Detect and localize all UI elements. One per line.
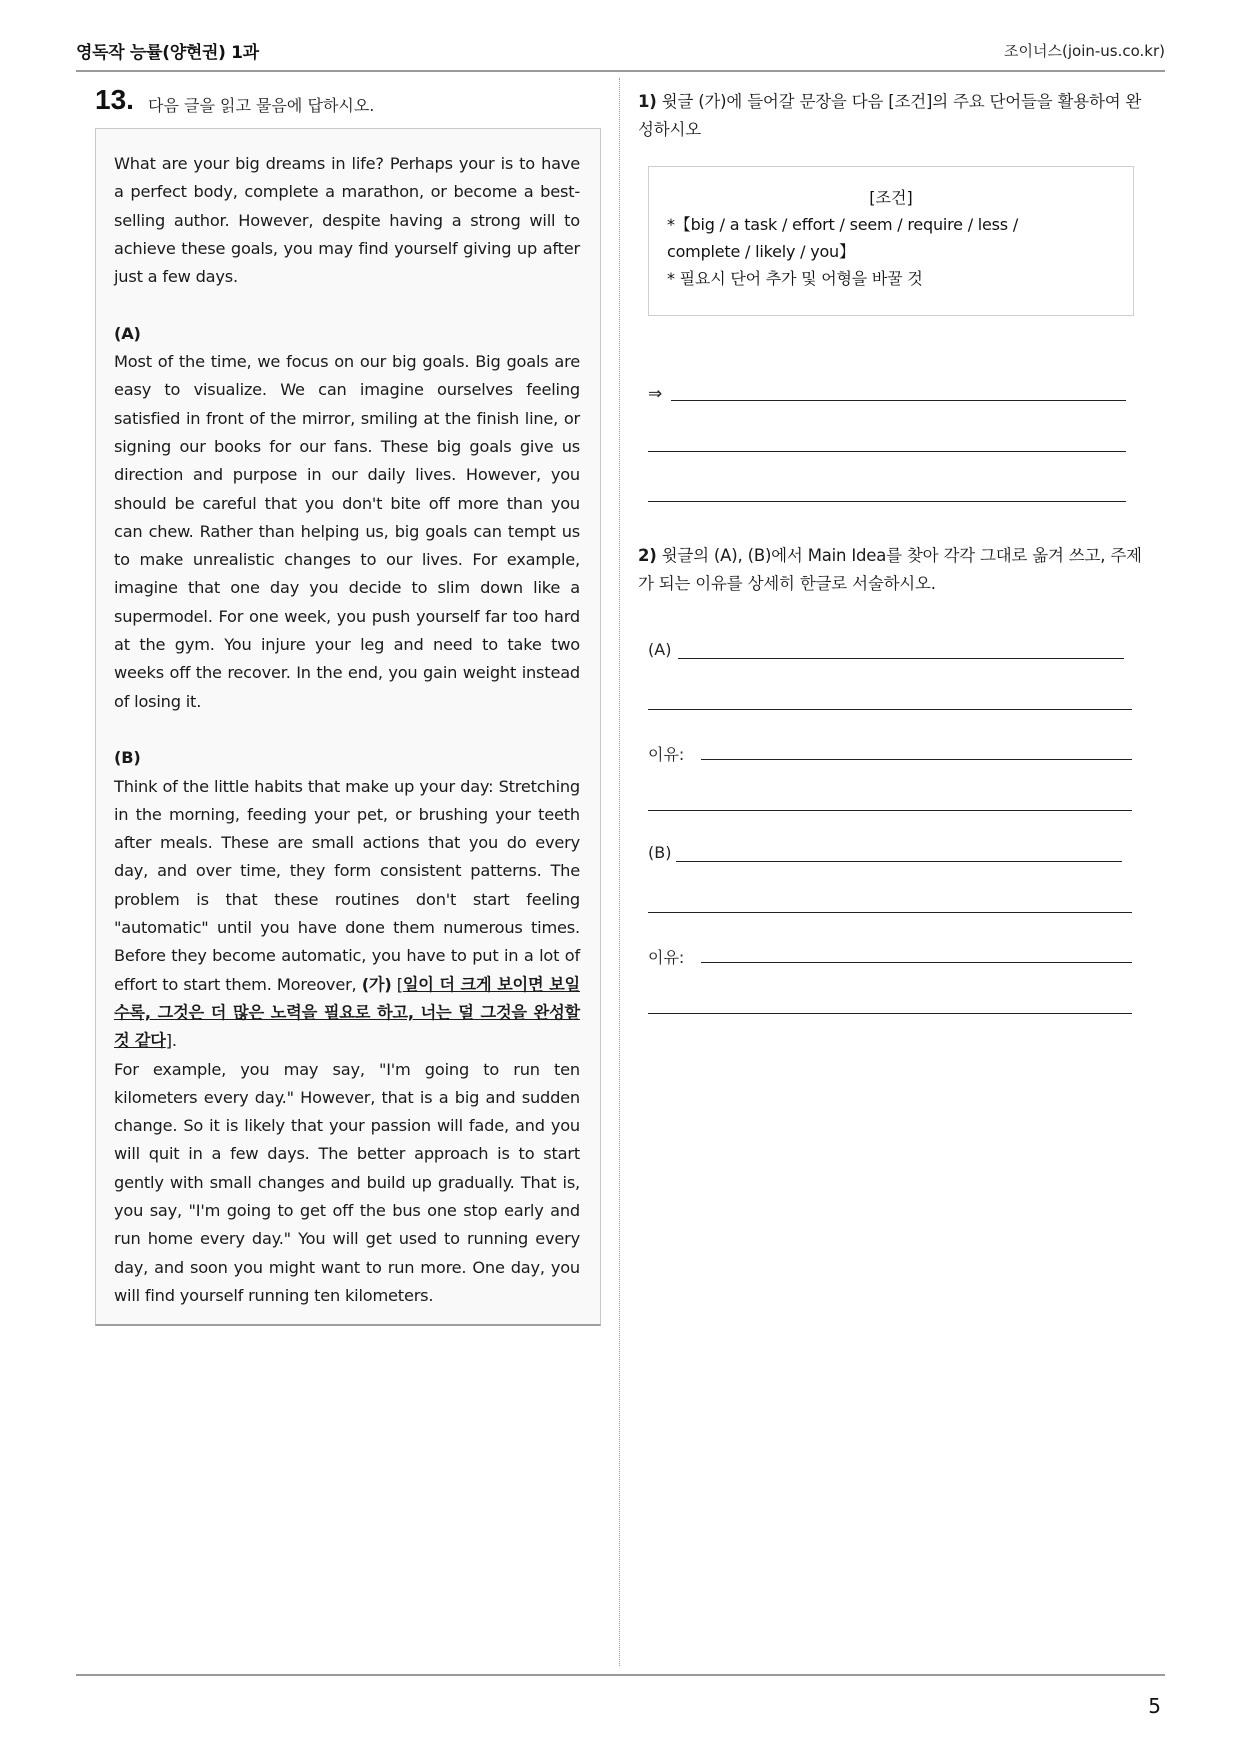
answer-line-a-cont[interactable] [648,709,1132,710]
section-b-label: (B) [114,748,141,768]
section-b-text-after: For example, you may say, "I'm going to run ten kilometers every day." However, that is a big and sudden change. So it is likely that your passion will fade, and you will quit in a few days. The better approach is to start gently with small changes and build up gradually. That is, you say, "I'm going to get off the bus one stop early and run home every day." You will get used to running every day, and soon you might want to run more. One day, you will find yourself running ten kilometers. [114,1059,580,1305]
answer-line-a[interactable] [678,658,1124,659]
answer-line-reason-a-cont[interactable] [648,810,1132,811]
answer-line-b-cont[interactable] [648,912,1132,913]
conditions-box [648,166,1134,316]
reason-a-label: 이유: [648,745,685,764]
answer-line-reason-b[interactable] [701,962,1132,963]
arrow-icon: ⇒ [648,384,663,404]
conditions-words-line1: *【big / a task / effort / seem / require / less / [667,215,1019,234]
answer-line-reason-a[interactable] [701,759,1132,760]
header-divider [76,70,1165,72]
passage-intro: What are your big dreams in life? Perhaps your is to have a perfect body, complete a marathon, or become a best-selling author. However, despite having a strong will to achieve these goals, you may find yourself giving up after just a few days. [114,154,580,287]
answer-line-b[interactable] [676,861,1122,862]
reading-passage [95,128,601,1326]
sub-question-2-text: 윗글의 (A), (B)에서 Main Idea를 찾아 각각 그대로 옮겨 쓰고, 주제가 되는 이유를 상세히 한글로 서술하시오. [638,546,1142,593]
footer-divider [76,1674,1165,1676]
answer-line-1a[interactable] [671,400,1126,401]
column-divider [619,78,620,1666]
sub-question-2 [638,542,1148,598]
section-a-label: (A) [114,323,141,343]
sub-question-1-text: 윗글 (가)에 들어갈 문장을 다음 [조건]의 주요 단어들을 활용하여 완성하시오 [638,92,1142,139]
sub-question-2-number: 2) [638,546,657,565]
question-number: 13. [95,84,134,115]
conditions-words-line2: complete / likely / you】 [667,242,855,261]
answer-a-label: (A) [648,640,672,659]
reason-b-label: 이유: [648,948,685,967]
document-title: 영독작 능률(양현권) 1과 [76,43,259,63]
bracket-open: [ [391,974,403,994]
conditions-title: [조건] [869,188,913,207]
site-name: 조이너스(join-us.co.kr) [1004,42,1165,60]
bracket-close: ]. [165,1031,177,1051]
blank-marker-ga: (가) [361,974,392,994]
section-a-text: Most of the time, we focus on our big goals. Big goals are easy to visualize. We can imagine ourselves feeling satisfied in front of the mirror, smiling at the finish line, or signing our books for our fans. These big goals give us direction and purpose in our daily lives. However, you should be careful that you don't bite off more than you can chew. Rather than helping us, big goals can tempt us to make unrealistic changes to our lives. For example, imagine that one day you decide to slim down like a supermodel. For one week, you push yourself far too hard at the gym. You injure your leg and need to take two weeks off the recover. In the end, you gain weight instead of losing it. [114,352,580,711]
question-prompt: 다음 글을 읽고 물음에 답하시오. [148,96,375,115]
section-b-text-before: Think of the little habits that make up your day: Stretching in the morning, feeding your pet, or brushing your teeth after meals. These are small actions that you do every day, and over time, they form consistent patterns. The problem is that these routines don't start feeling "automatic" until you have done them numerous times. Before they become automatic, you have to put in a lot of effort to start them. Moreover, [114,776,580,994]
section-b-text [114,773,580,1056]
answer-b-label: (B) [648,843,672,862]
answer-line-reason-b-cont[interactable] [648,1013,1132,1014]
page-number: 5 [1148,1694,1161,1718]
answer-line-1c[interactable] [648,501,1126,502]
conditions-note: * 필요시 단어 추가 및 어형을 바꿀 것 [667,269,923,288]
korean-hint: 일이 더 크게 보이면 보일수록, 그것은 더 많은 노력을 필요로 하고, 너는 덜 그것을 완성할 것 같다 [114,974,580,1051]
answer-line-1b[interactable] [648,451,1126,452]
sub-question-1 [638,88,1148,144]
sub-question-1-number: 1) [638,92,657,111]
